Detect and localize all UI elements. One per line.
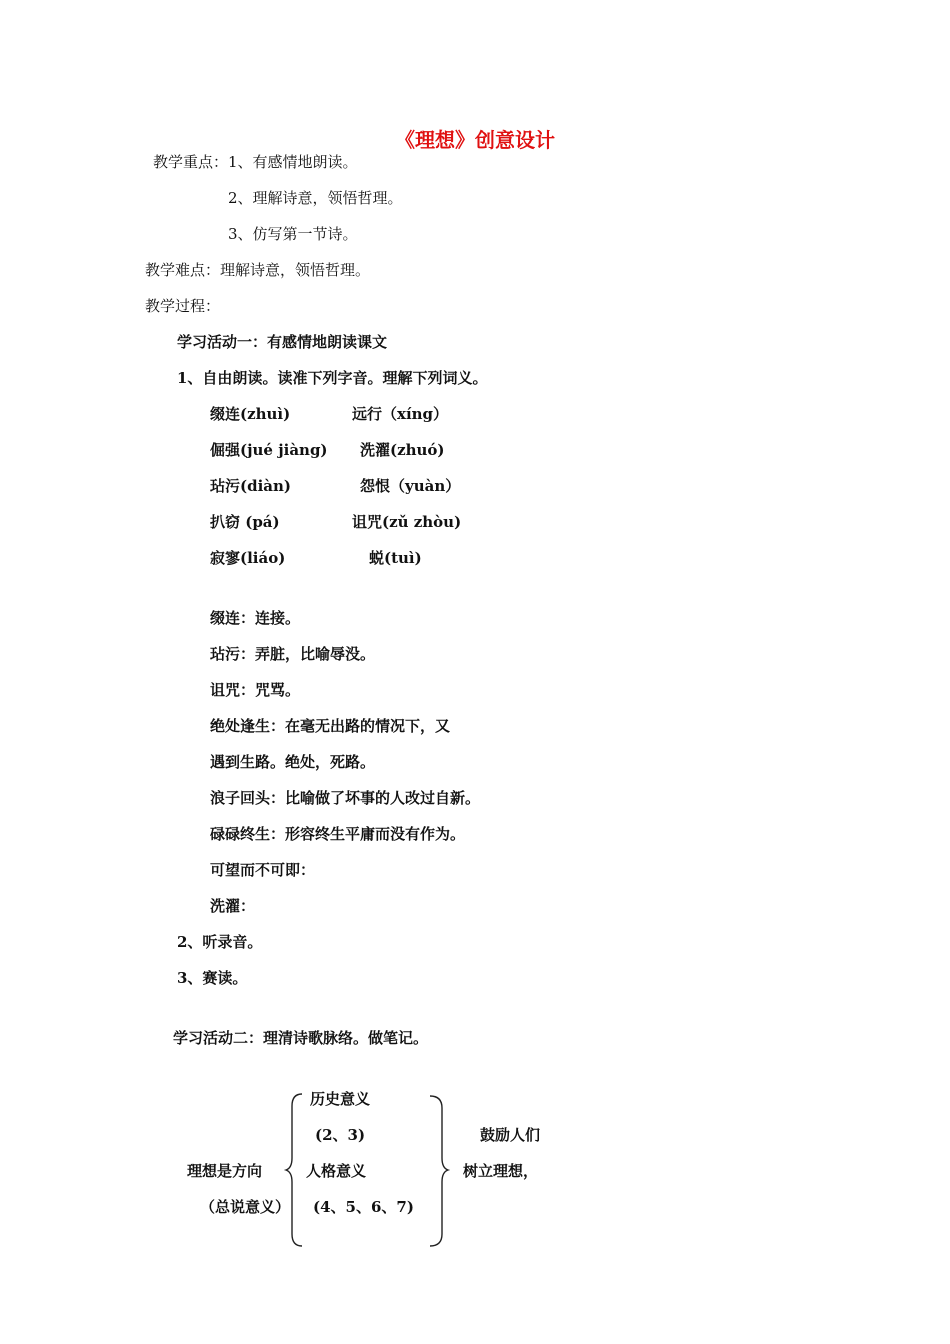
diagram-root-sub: （总说意义） <box>200 1198 291 1216</box>
document-title: 《理想》创意设计 <box>395 128 555 152</box>
definition: 碌碌终生：形容终生平庸而没有作为。 <box>210 825 466 843</box>
pinyin-item: 扒窃 (pá) <box>210 513 280 531</box>
definition: 绝处逢生：在毫无出路的情况下，又 <box>210 717 451 735</box>
focus-item-3: 3、仿写第一节诗。 <box>228 225 358 243</box>
diagram-branch2: 人格意义 <box>306 1162 367 1180</box>
diagram-branch2-sections: (4、5、6、7) <box>313 1198 414 1216</box>
definition: 可望而不可即： <box>210 861 316 879</box>
definition: 缀连：连接。 <box>210 609 301 627</box>
focus-label: 教学重点： <box>153 153 229 171</box>
diagram-conclusion-1: 鼓励人们 <box>480 1126 541 1144</box>
pinyin-item: 洗濯(zhuó) <box>360 441 445 459</box>
diagram-conclusion-2: 树立理想， <box>463 1162 539 1180</box>
diagram-branch1: 历史意义 <box>310 1090 371 1108</box>
pinyin-item: 缀连(zhuì) <box>210 405 291 423</box>
definition: 浪子回头：比喻做了坏事的人改过自新。 <box>210 789 481 807</box>
activity1-step3: 3、赛读。 <box>177 969 248 987</box>
definition: 洗濯： <box>210 897 256 915</box>
diagram-branch1-sections: (2、3) <box>315 1126 366 1144</box>
pinyin-item: 远行（xíng） <box>352 405 449 423</box>
activity2-title: 学习活动二：理清诗歌脉络。做笔记。 <box>173 1029 429 1047</box>
diagram-root: 理想是方向 <box>187 1162 263 1180</box>
activity1-step2: 2、听录音。 <box>177 933 263 951</box>
definition: 诅咒：咒骂。 <box>210 681 301 699</box>
difficulty-line: 教学难点：理解诗意，领悟哲理。 <box>145 261 371 279</box>
focus-item-1: 1、有感情地朗读。 <box>228 153 358 171</box>
right-brace <box>428 1094 452 1254</box>
activity1-step1: 1、自由朗读。读准下列字音。理解下列词义。 <box>177 369 488 387</box>
pinyin-item: 怨恨（yuàn） <box>360 477 461 495</box>
definition: 玷污：弄脏，比喻辱没。 <box>210 645 376 663</box>
activity1-title: 学习活动一：有感情地朗读课文 <box>177 333 388 351</box>
pinyin-item: 寂寥(liáo) <box>210 549 286 567</box>
process-heading: 教学过程： <box>145 297 221 315</box>
focus-item-2: 2、理解诗意，领悟哲理。 <box>228 189 403 207</box>
pinyin-item: 诅咒(zǔ zhòu) <box>352 513 462 531</box>
pinyin-item: 倔强(jué jiàng) <box>210 441 328 459</box>
definition: 遇到生路。绝处，死路。 <box>210 753 376 771</box>
left-brace <box>284 1092 308 1252</box>
pinyin-item: 玷污(diàn) <box>210 477 292 495</box>
pinyin-item: 蜕(tuì) <box>369 549 422 567</box>
